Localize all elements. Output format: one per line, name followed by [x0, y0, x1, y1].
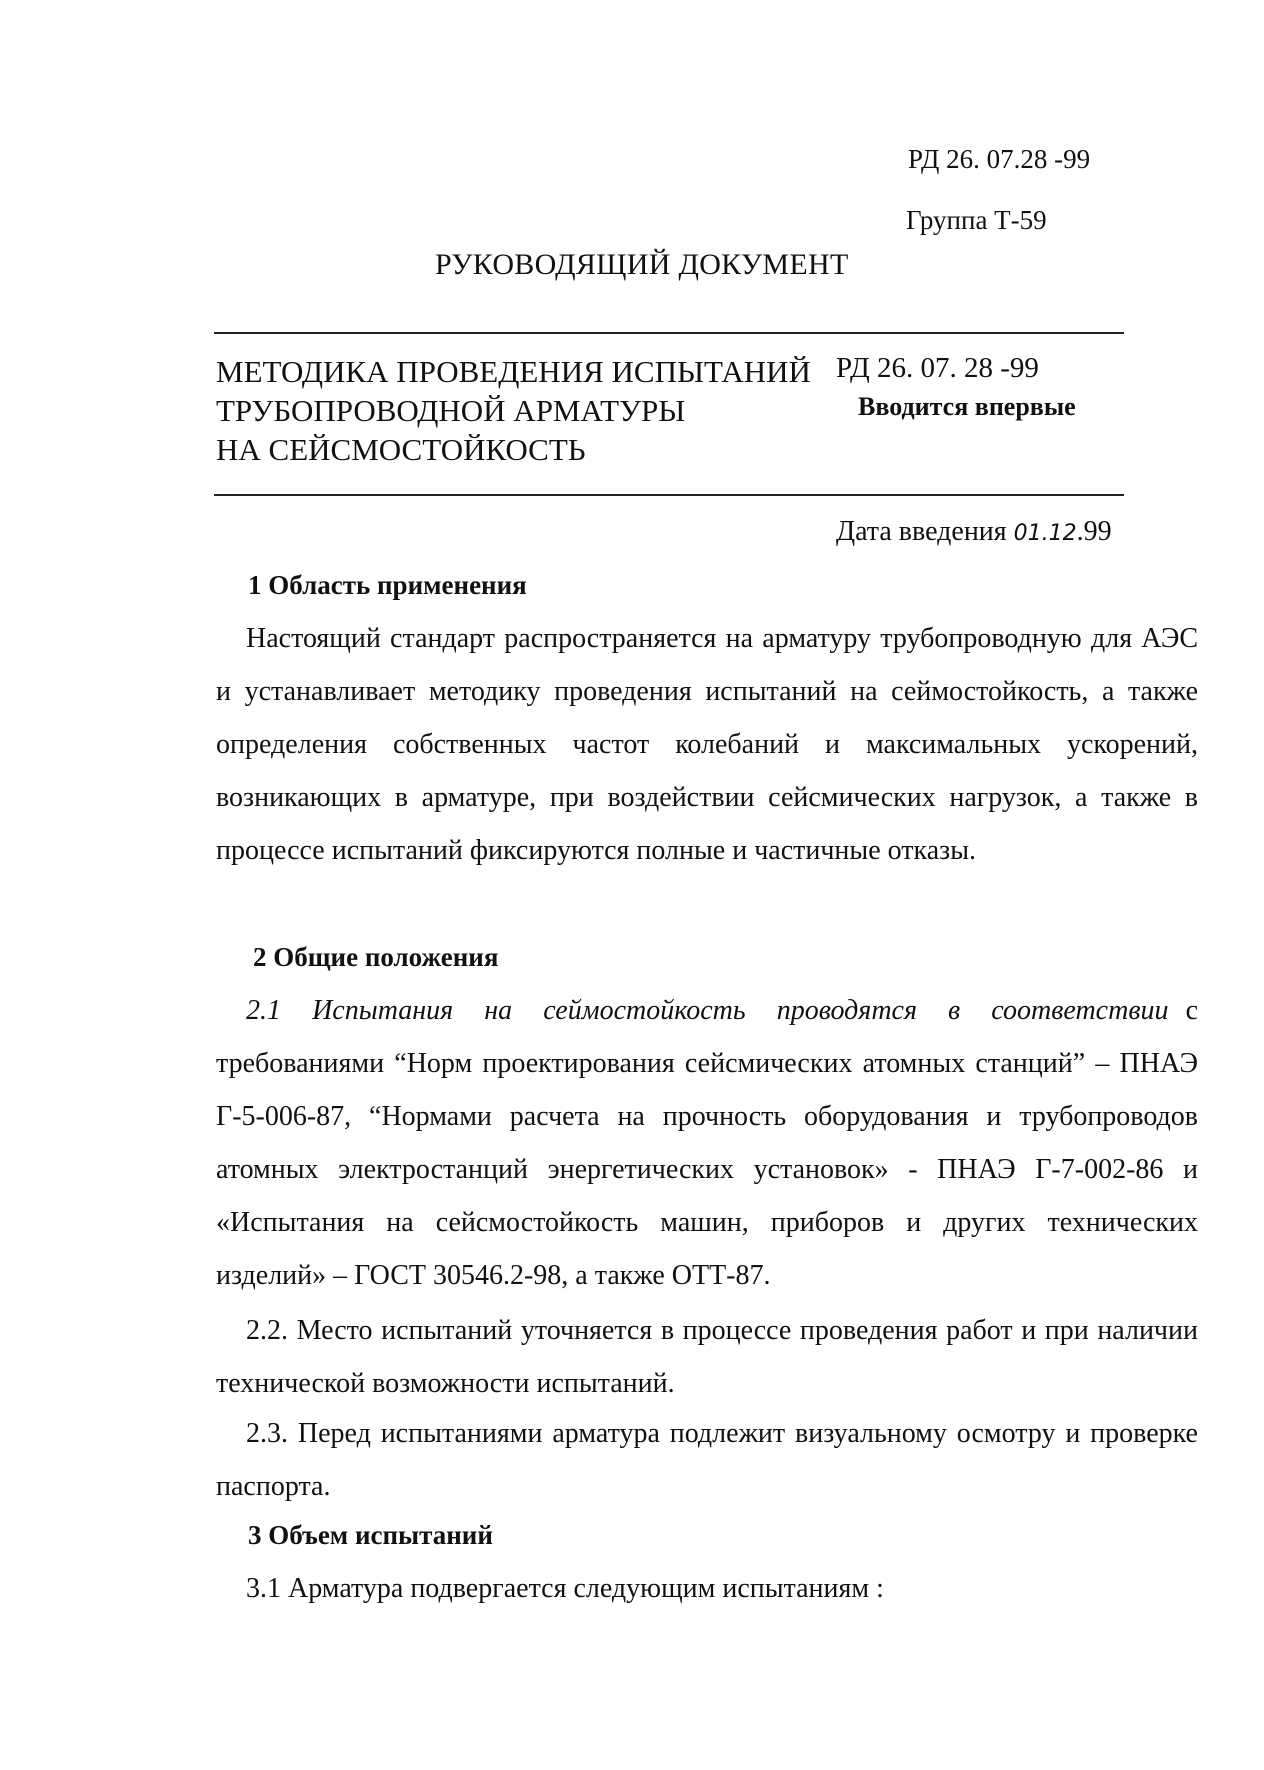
- section-1-text: Настоящий стандарт распространяется на арматуру трубопроводную для АЭС и устанавливает методику проведения испытаний на сеймостойкость, а также определения собственных частот колебаний и максимальных ускорений, возникающих в арматуре, при воздействии сейсмических нагрузок, а также в процессе испытаний фиксируются полные и частичные отказы.: [216, 623, 1198, 866]
- section-2-2-text: 2.2. Место испытаний уточняется в процессе проведения работ и при наличии технической возможности испытаний.: [216, 1315, 1198, 1399]
- date-handwritten: 01.12: [1013, 521, 1077, 546]
- title-line-1: МЕТОДИКА ПРОВЕДЕНИЯ ИСПЫТАНИЙ: [216, 354, 811, 389]
- section-2-1-text: с требованиями “Норм проектирования сейсмических атомных станций” – ПНАЭ Г-5-006-87, “Нормами расчета на прочность оборудования и трубопроводов атомных электростанций энергетических установок» - ПНАЭ Г-7-002-86 и «Испытания на сейсмостойкость машин, приборов и других технических изделий» – ГОСТ 30546.2-98, а также ОТТ-87.: [216, 995, 1199, 1291]
- section-2-heading: 2 Общие положения: [253, 942, 499, 972]
- top-divider: [214, 332, 1124, 334]
- title-block-code: РД 26. 07. 28 -99: [836, 352, 1039, 384]
- document-group: Группа Т-59: [906, 205, 1047, 235]
- section-2-1-paragraph: [216, 984, 1198, 1302]
- effective-date: [836, 516, 1112, 548]
- section-1-paragraph: [216, 612, 1198, 877]
- section-3-1-text: 3.1 Арматура подвергается следующим испытаниям :: [246, 1573, 884, 1604]
- section-2-3-paragraph: [216, 1407, 1198, 1513]
- intro-note: Вводится впервые: [858, 392, 1076, 421]
- document-code: РД 26. 07.28 -99: [908, 144, 1091, 174]
- title-line-3: НА СЕЙСМОСТОЙКОСТЬ: [216, 432, 586, 467]
- section-2-3-text: 2.3. Перед испытаниями арматура подлежит визуальному осмотру и проверке паспорта.: [216, 1418, 1198, 1502]
- document-kind: РУКОВОДЯЩИЙ ДОКУМЕНТ: [435, 248, 849, 281]
- date-label: Дата введения: [836, 516, 1007, 547]
- bottom-divider: [214, 494, 1124, 496]
- section-3-1-paragraph: [216, 1562, 1198, 1615]
- title-line-2: ТРУБОПРОВОДНОЙ АРМАТУРЫ: [216, 393, 686, 428]
- date-year: .99: [1076, 516, 1112, 547]
- document-title: [216, 352, 811, 469]
- section-1-heading: 1 Область применения: [248, 570, 527, 600]
- section-2-1-italic: 2.1 Испытания на сеймостойкость проводятся в соответствии: [246, 995, 1169, 1026]
- section-3-heading: 3 Объем испытаний: [248, 1520, 493, 1550]
- section-2-2-paragraph: [216, 1304, 1198, 1410]
